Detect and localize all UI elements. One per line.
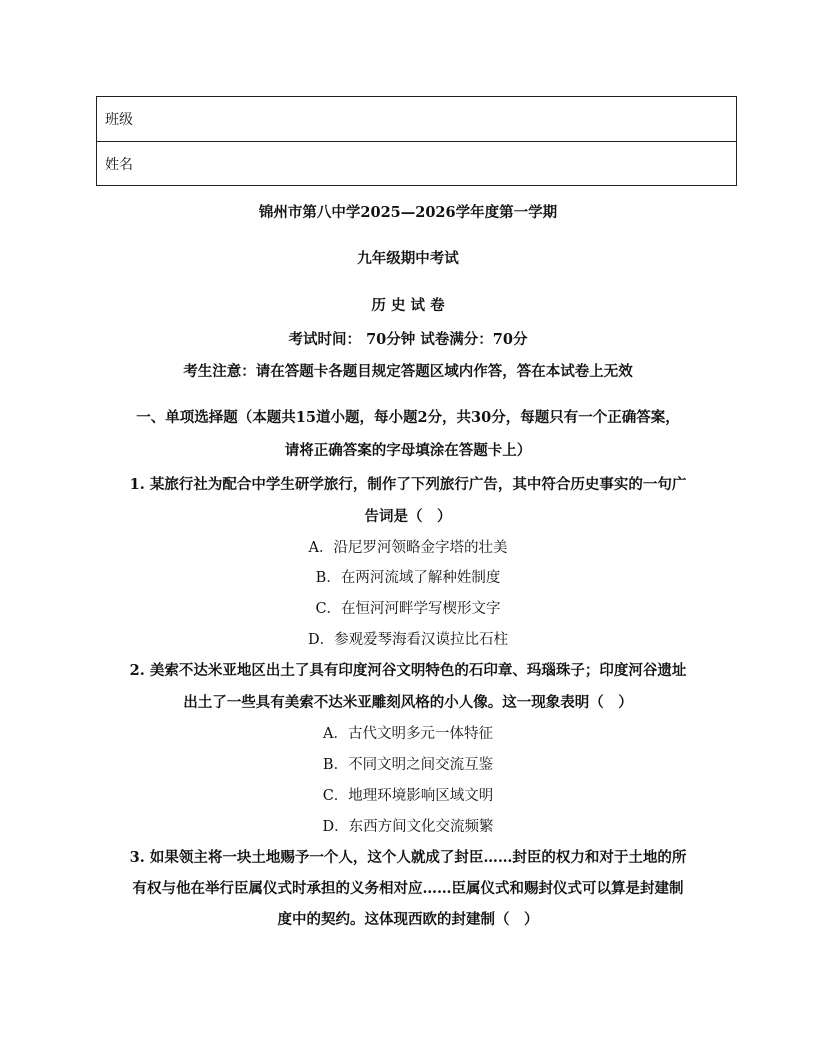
q2-option-d: D．东西方间文化交流频繁 xyxy=(322,819,494,835)
q2-option-b: B．不同文明之间交流互鉴 xyxy=(322,757,494,773)
section-heading-line1: 一、单项选择题（本题共15道小题，每小题2分，共30分，每题只有一个正确答案， xyxy=(136,409,680,426)
q1-stem-line1: 1. 某旅行社为配合中学生研学旅行，制作了下列旅行广告，其中符合历史事实的一句广 xyxy=(129,476,687,493)
class-label: 班级 xyxy=(105,112,133,128)
q2-option-a: A．古代文明多元一体特征 xyxy=(323,726,493,742)
q1-option-b: B．在两河流域了解种姓制度 xyxy=(315,570,501,586)
q1-option-a: A．沿尼罗河领略金字塔的壮美 xyxy=(308,540,508,556)
time-info: 考试时间： 70分钟 试卷满分：70分 xyxy=(288,331,528,348)
name-label: 姓名 xyxy=(105,156,133,173)
q3-stem-line2: 有权与他在举行臣属仪式时承担的义务相对应……臣属仪式和赐封仪式可以算是封建制 xyxy=(132,880,684,897)
q3-stem-line3: 度中的契约。这体现西欧的封建制（ ） xyxy=(277,911,539,928)
q2-stem-line2: 出土了一些具有美索不达米亚雕刻风格的小人像。这一现象表明（ ） xyxy=(183,694,633,711)
exam-notice: 考生注意：请在答题卡各题目规定答题区域内作答，答在本试卷上无效 xyxy=(183,363,633,380)
q2-option-c: C．地理环境影响区域文明 xyxy=(322,788,494,804)
q2-stem-line1: 2. 美索不达米亚地区出土了具有印度河谷文明特色的石印章、玛瑙珠子；印度河谷遗址 xyxy=(129,662,687,679)
q1-option-d: D．参观爱琴海看汉谟拉比石柱 xyxy=(307,632,509,648)
name-field[interactable] xyxy=(97,141,736,185)
section-heading-line2: 请将正确答案的字母填涂在答题卡上） xyxy=(284,442,532,459)
subject-title: 历 史 试 卷 xyxy=(371,297,445,314)
q3-stem-line1: 3. 如果领主将一块土地赐予一个人，这个人就成了封臣……封臣的权力和对于土地的所 xyxy=(129,849,687,866)
student-info-table xyxy=(96,96,737,186)
q1-option-c: C．在恒河河畔学写楔形文字 xyxy=(315,601,501,617)
grade-title: 九年级期中考试 xyxy=(357,250,459,267)
q1-stem-line2: 告词是（ ） xyxy=(364,508,452,525)
school-title: 锦州市第八中学2025—2026学年度第一学期 xyxy=(258,204,558,221)
class-field[interactable] xyxy=(97,97,736,141)
